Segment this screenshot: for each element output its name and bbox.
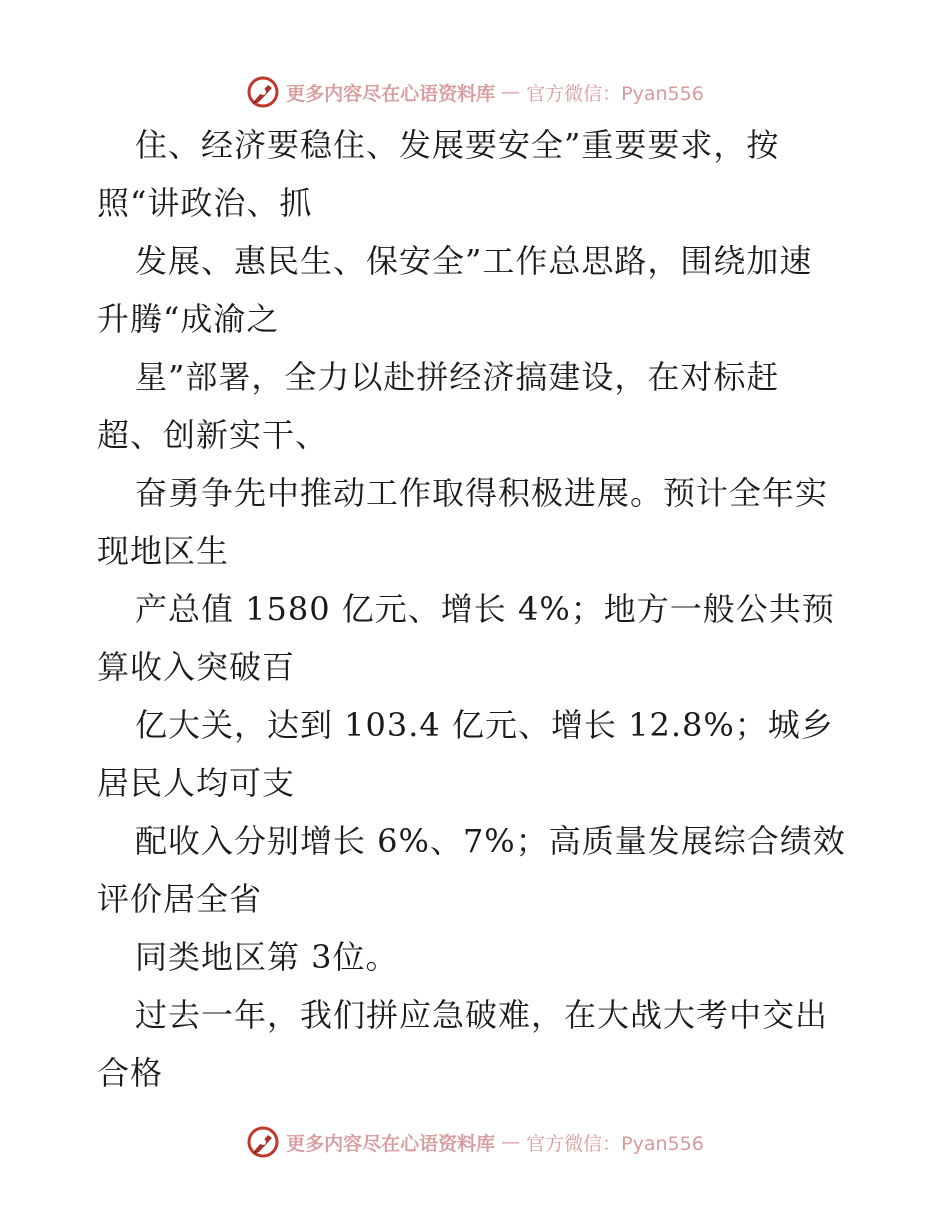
document-body [97,116,857,1102]
pen-logo-icon [246,75,280,109]
source-text: 更多内容尽在心语资料库 [286,1132,496,1155]
body-line: 发展、惠民生、保安全”工作总思路，围绕加速 [135,242,813,280]
wechat-text: 官方微信：Pyan556 [526,82,704,105]
body-line: 居民人均可支 [97,764,296,802]
body-line: 奋勇争先中推动工作取得积极进展。预计全年实 [135,474,829,512]
body-line: 过去一年，我们拼应急破难，在大战大考中交出 [135,996,829,1034]
body-line: 同类地区第 3位。 [135,938,399,976]
pen-logo-icon [246,1125,280,1159]
body-line: 评价居全省 [97,880,263,918]
body-line: 产总值 1580 亿元、增长 4%；地方一般公共预 [135,590,835,628]
body-line: 配收入分别增长 6%、7%；高质量发展综合绩效 [135,822,846,860]
separator: — [501,81,521,103]
source-text: 更多内容尽在心语资料库 [286,82,496,105]
header-banner [0,72,950,112]
body-line: 合格 [97,1054,164,1092]
body-line: 超、创新实干、 [97,416,329,454]
body-line: 照“讲政治、抓 [97,184,313,222]
body-line: 住、经济要稳住、发展要安全”重要要求，按 [135,126,780,164]
footer-banner [0,1122,950,1162]
body-line: 算收入突破百 [97,648,296,686]
separator: — [501,1131,521,1153]
body-line: 亿大关，达到 103.4 亿元、增长 12.8%；城乡 [135,706,834,744]
body-line: 现地区生 [97,532,230,570]
wechat-text: 官方微信：Pyan556 [526,1132,704,1155]
body-line: 星”部署，全力以赴拼经济搞建设，在对标赶 [135,358,780,396]
body-line: 升腾“成渝之 [97,300,280,338]
